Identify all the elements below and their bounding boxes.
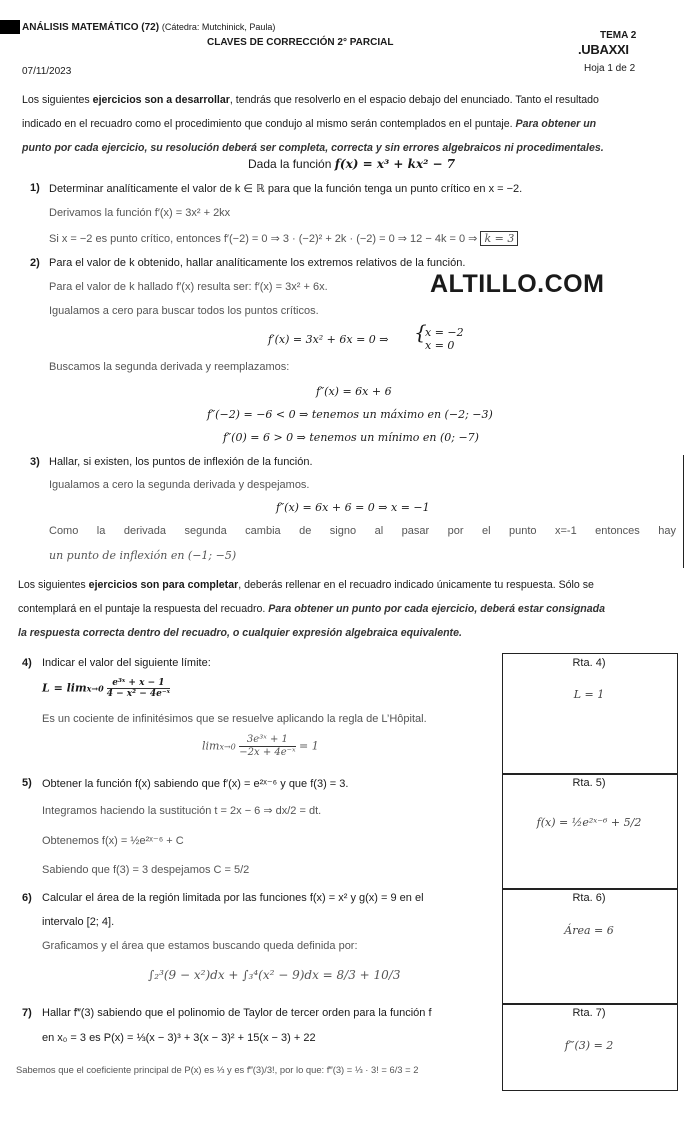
rta5-value: f(x) = ½e²ˣ⁻⁶ + 5/2: [536, 816, 642, 829]
header-course-line: [22, 22, 275, 33]
ex4-limit-sub: x→0: [86, 683, 104, 694]
rta5-label: Rta. 5): [572, 777, 606, 789]
ex3-line1: Igualamos a cero la segunda derivada y despejamos.: [49, 479, 310, 491]
rta6-label: Rta. 6): [572, 892, 606, 904]
intro2-text-c: , deberás rellenar en el recuadro indicado únicamente tu respuesta. Sólo se: [238, 579, 594, 591]
answer-box-6: [502, 888, 678, 1005]
ex4-number: 4): [22, 657, 32, 669]
ex5-statement: Obtener la función f(x) sabiendo que f′(x) = e²ˣ⁻⁶ y que f(3) = 3.: [42, 778, 349, 790]
intro1-bold: ejercicios son a desarrollar: [92, 94, 230, 106]
ex4-limit-num: e³ˣ + x − 1: [107, 678, 170, 689]
ex2-eq3: f″(−2) = −6 < 0 ⇒ tenemos un máximo en (−2; −3): [207, 408, 493, 421]
tema-label: TEMA 2: [600, 30, 637, 41]
given-formula: f(x) = x³ + kx² − 7: [334, 157, 456, 171]
ex2-line3: Buscamos la segunda derivada y reemplazamos:: [49, 361, 290, 373]
ex4-eq-lhs: lim: [202, 739, 220, 753]
ex2-sol2: x = 0: [425, 339, 455, 352]
ex3-statement: Hallar, si existen, los puntos de inflexión de la función.: [49, 456, 313, 468]
answer-box-4: [502, 653, 678, 775]
ex4-line1: Es un cociente de infinitésimos que se resuelve aplicando la regla de L’Hôpital.: [42, 713, 427, 725]
ex2-number: 2): [30, 257, 40, 269]
intro1-text-a: Los siguientes: [22, 94, 93, 106]
ex2-line1: Para el valor de k hallado f′(x) resulta ser: f′(x) = 3x² + 6x.: [49, 281, 328, 293]
intro1-text-c: , tendrás que resolverlo en el espacio debajo del enunciado. Tanto el resultado: [229, 94, 599, 106]
ex2-eq1-text: f′(x) = 3x² + 6x = 0 ⇒: [268, 333, 389, 346]
intro1-emph-f: punto por cada ejercicio, su resolución deberá ser completa, correcta y sin errores algebraicos ni procedimentales.: [22, 142, 604, 154]
ex2-sol1: x = −2: [425, 326, 464, 339]
ex4-eq: [202, 734, 319, 759]
intro2-text-d: contemplará en el puntaje la respuesta del recuadro.: [18, 603, 269, 615]
ex2-brace: {: [414, 320, 427, 344]
ex2-solutions: [425, 326, 464, 352]
ex2-eq4: f″(0) = 6 > 0 ⇒ tenemos un mínimo en (0; −7): [223, 431, 479, 444]
ex1-line2: [49, 232, 518, 245]
ex3-right-rule: [683, 455, 684, 568]
course-name: ANÁLISIS MATEMÁTICO (72): [22, 22, 160, 33]
exam-date: 07/11/2023: [22, 66, 72, 77]
intro2-text-a: Los siguientes: [18, 579, 89, 591]
ex2-eq2: f″(x) = 6x + 6: [316, 385, 392, 398]
ex4-eq-num: 3e³ˣ + 1: [239, 734, 295, 747]
ex6-eq: ∫₂³(9 − x²)dx + ∫₃⁴(x² − 9)dx = 8/3 + 10/3: [148, 968, 401, 982]
watermark: ALTILLO.COM: [430, 270, 605, 298]
ex1-statement: Determinar analíticamente el valor de k ∈ ℝ para que la función tenga un punto crítico en x = −2.: [49, 183, 523, 195]
ex7-statement-b: en x₀ = 3 es P(x) = ⅓(x − 3)³ + 3(x − 3)² + 15(x − 3) + 22: [42, 1032, 316, 1044]
ex4-eq-rhs: = 1: [299, 739, 319, 753]
ex2-line2: Igualamos a cero para buscar todos los puntos críticos.: [49, 305, 319, 317]
page-indicator: Hoja 1 de 2: [584, 63, 636, 74]
ex1-line2-text: Si x = −2 es punto crítico, entonces f′(−2) = 0 ⇒ 3 · (−2)² + 2k · (−2) = 0 ⇒ 12 − 4k = 0 ⇒: [49, 233, 478, 245]
answer-box-5: [502, 773, 678, 890]
rta6-value: Área = 6: [564, 924, 614, 937]
intro-complete: [18, 573, 682, 645]
rta4-label: Rta. 4): [572, 657, 606, 669]
ex4-limit-fraction: [107, 678, 170, 699]
given-label: Dada la función: [248, 157, 335, 171]
doc-title: CLAVES DE CORRECCIÓN 2° PARCIAL: [207, 37, 394, 48]
rta7-value: f‴(3) = 2: [564, 1039, 614, 1052]
ex5-line1: Integramos haciendo la sustitución t = 2x − 6 ⇒ dx/2 = dt.: [42, 805, 322, 817]
ex6-statement-a: Calcular el área de la región limitada por las funciones f(x) = x² y g(x) = 9 en el: [42, 892, 424, 904]
ex5-line2: Obtenemos f(x) = ½e²ˣ⁻⁶ + C: [42, 835, 184, 847]
ex3-line2: Como la derivada segunda cambia de signo al pasar por el punto x=-1 entonces hay: [49, 525, 676, 537]
chair-name: (Cátedra: Mutchinick, Paula): [161, 22, 276, 32]
ex5-line3: Sabiendo que f(3) = 3 despejamos C = 5/2: [42, 864, 250, 876]
header-black-bar: [0, 20, 20, 34]
ex4-statement: Indicar el valor del siguiente límite:: [42, 657, 211, 669]
ex1-answer-box: k = 3: [480, 231, 518, 246]
ex4-eq-sub: x→0: [219, 742, 236, 752]
intro-develop: [22, 88, 682, 160]
ex4-eq-fraction: [239, 734, 295, 759]
rta4-value: L = 1: [573, 688, 605, 701]
rta7-label: Rta. 7): [572, 1007, 606, 1019]
ex3-eq1: f″(x) = 6x + 6 = 0 ⇒ x = −1: [276, 501, 430, 514]
ex5-number: 5): [22, 777, 32, 789]
ex7-statement-a: Hallar f‴(3) sabiendo que el polinomio de Taylor de tercer orden para la función f: [42, 1007, 432, 1019]
ex4-limit-lhs: L = lim: [42, 681, 87, 695]
intro2-emph-e: Para obtener un punto por cada ejercicio, deberá estar consignada: [268, 603, 606, 615]
ex2-statement: Para el valor de k obtenido, hallar analíticamente los extremos relativos de la función.: [49, 257, 466, 269]
ex3-number: 3): [30, 456, 40, 468]
intro2-bold: ejercicios son para completar: [88, 579, 239, 591]
ex6-number: 6): [22, 892, 32, 904]
given-function: [248, 157, 455, 171]
ex6-line1: Graficamos y el área que estamos buscando queda definida por:: [42, 940, 358, 952]
ex4-limit-den: 4 − x² − 4e⁻ˣ: [106, 689, 171, 699]
ex4-eq-den: −2x + 4e⁻ˣ: [239, 747, 296, 758]
ex1-line1: Derivamos la función f′(x) = 3x² + 2kx: [49, 207, 231, 219]
intro1-text-d: indicado en el recuadro como el procedimiento que condujo al mismo serán contemplados en el puntaje.: [22, 118, 516, 130]
intro2-emph-f: la respuesta correcta dentro del recuadro, o cualquier expresión algebraica equivalente.: [18, 627, 462, 639]
ex6-statement-b: intervalo [2; 4].: [42, 916, 115, 928]
ex2-eq1: [268, 333, 389, 346]
ex1-number: 1): [30, 182, 40, 194]
ex4-limit: [42, 678, 170, 699]
ex7-number: 7): [22, 1007, 32, 1019]
intro1-emph-e: Para obtener un: [515, 118, 597, 130]
uba-logo: .UBAXXI: [578, 42, 629, 57]
ex7-line1: Sabemos que el coeficiente principal de P(x) es ⅓ y es f‴(3)/3!, por lo que: f‴(3) = ⅓ · 3! = 6/3 = 2: [16, 1064, 419, 1075]
ex3-line3: un punto de inflexión en (−1; −5): [49, 549, 237, 562]
